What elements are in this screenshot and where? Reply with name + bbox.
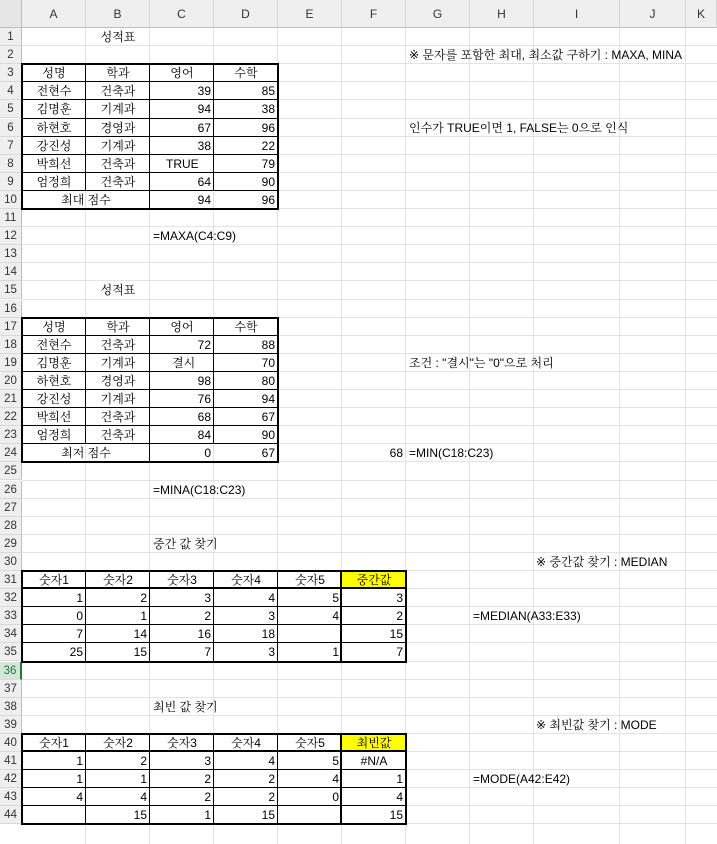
table3-cell[interactable]: 0	[76, 609, 83, 624]
table2-cell[interactable]: 68	[197, 410, 211, 425]
table3-header[interactable]: 중간값	[356, 573, 392, 587]
table1-cell[interactable]: 건축과	[100, 84, 136, 99]
table4-cell[interactable]: 1	[76, 754, 83, 768]
table-border	[149, 444, 150, 462]
table-border	[22, 389, 278, 390]
table4-cell[interactable]: 2	[140, 754, 147, 768]
table1-cell[interactable]: 96	[261, 120, 275, 135]
table4-cell[interactable]: 15	[389, 808, 403, 823]
table4-cell[interactable]: 1	[204, 808, 211, 823]
table2-header[interactable]: 수학	[234, 319, 258, 334]
table1-max-label[interactable]: 최대 점수	[61, 192, 111, 207]
table-border	[85, 734, 86, 825]
table1-max-math[interactable]: 96	[261, 192, 275, 207]
table2-min-english[interactable]: 0	[204, 446, 211, 461]
table-border	[22, 750, 406, 752]
table-border	[277, 734, 278, 825]
table1-cell[interactable]: 박희선	[36, 156, 72, 171]
table4-header[interactable]: 숫자1	[39, 735, 69, 750]
table1-cell[interactable]: 85	[261, 84, 275, 99]
table1-cell[interactable]: 90	[261, 174, 275, 189]
row-header-22[interactable]: 22	[0, 408, 22, 426]
table4-cell[interactable]: 4	[140, 790, 147, 805]
table2-title[interactable]: 성적표	[100, 283, 136, 298]
table3-header[interactable]: 숫자4	[231, 573, 261, 587]
table-border	[22, 335, 278, 336]
table1-header[interactable]: 성명	[42, 66, 66, 81]
gridline-horizontal	[22, 226, 717, 227]
table3-cell[interactable]: 2	[396, 609, 403, 624]
table-border	[149, 734, 150, 825]
table4-cell[interactable]: 5	[332, 754, 339, 768]
table3-cell[interactable]: 1	[140, 609, 147, 624]
row-header-17[interactable]: 17	[0, 318, 22, 336]
table3-cell[interactable]: 15	[389, 627, 403, 642]
table-border	[22, 425, 278, 426]
gridline-horizontal	[22, 534, 717, 535]
table2-cell[interactable]: 박희선	[36, 410, 72, 425]
table4-cell[interactable]: 4	[332, 772, 339, 787]
table2-header[interactable]: 성명	[42, 319, 66, 334]
table-border	[22, 769, 406, 770]
table4-title[interactable]: 최빈 값 찾기	[153, 699, 218, 714]
table-border	[22, 443, 278, 444]
table2-cell[interactable]: 건축과	[100, 337, 136, 352]
table1-cell[interactable]: 강진성	[36, 138, 72, 153]
row-header-7[interactable]: 7	[0, 137, 22, 155]
table1-cell[interactable]: 22	[261, 138, 275, 153]
table2-cell[interactable]: 80	[261, 373, 275, 388]
table3-cell[interactable]: 3	[204, 591, 211, 606]
table2-cell[interactable]: 건축과	[100, 410, 136, 425]
table3-cell[interactable]: 7	[204, 645, 211, 660]
table4-cell[interactable]: 0	[332, 790, 339, 805]
table4-cell[interactable]: 3	[204, 754, 211, 768]
table1-cell[interactable]: 기계과	[100, 102, 136, 117]
table3-cell[interactable]: 4	[332, 609, 339, 624]
table2-cell[interactable]: 기계과	[100, 355, 136, 370]
table4-cell[interactable]: 4	[76, 790, 83, 805]
column-header-e[interactable]: E	[278, 0, 342, 28]
row-header-25[interactable]: 25	[0, 462, 22, 480]
table1-header[interactable]: 수학	[234, 66, 258, 81]
row-header-26[interactable]: 26	[0, 481, 22, 499]
table1-cell[interactable]: 김명훈	[36, 102, 72, 117]
table4-cell[interactable]: 15	[133, 808, 147, 823]
table4-header[interactable]: 최빈값	[356, 735, 392, 750]
table4-cell[interactable]	[278, 806, 342, 824]
table1-cell[interactable]: 38	[197, 138, 211, 153]
table3-cell[interactable]: 3	[268, 609, 275, 624]
min-result-value[interactable]: 68	[389, 446, 403, 461]
row-header-5[interactable]: 5	[0, 100, 22, 118]
row-header-37[interactable]: 37	[0, 680, 22, 698]
row-header-1[interactable]: 1	[0, 28, 22, 46]
table3-cell[interactable]: 25	[69, 645, 83, 660]
table1-cell[interactable]: 건축과	[100, 156, 136, 171]
table-border	[213, 64, 214, 191]
table2-cell[interactable]: 하현호	[36, 373, 72, 388]
table1-cell[interactable]: 64	[197, 174, 211, 189]
table-border	[85, 64, 86, 191]
table-border	[213, 318, 214, 445]
row-header-13[interactable]: 13	[0, 245, 22, 263]
table4-cell[interactable]: 2	[268, 790, 275, 805]
row-header-12[interactable]: 12	[0, 227, 22, 245]
table3-cell[interactable]: 4	[268, 591, 275, 606]
table3-cell[interactable]: 2	[140, 591, 147, 606]
table4-cell[interactable]: 2	[204, 790, 211, 805]
table1-title[interactable]: 성적표	[100, 30, 136, 44]
table2-cell[interactable]: 88	[261, 337, 275, 352]
table4-cell[interactable]: 2	[268, 772, 275, 787]
table3-cell[interactable]: 3	[396, 591, 403, 606]
row-header-10[interactable]: 10	[0, 191, 22, 209]
table-border	[22, 99, 278, 100]
table-border	[22, 136, 278, 137]
column-header-b[interactable]: B	[86, 0, 150, 28]
row-header-2[interactable]: 2	[0, 46, 22, 64]
table4-cell[interactable]: 4	[268, 754, 275, 768]
row-header-20[interactable]: 20	[0, 372, 22, 390]
row-header-23[interactable]: 23	[0, 426, 22, 444]
gridline-horizontal	[22, 244, 717, 245]
table2-cell[interactable]: 94	[261, 392, 275, 406]
table-border	[213, 571, 214, 662]
table1-cell[interactable]: 38	[261, 102, 275, 117]
row-header-40[interactable]: 40	[0, 734, 22, 752]
table2-header[interactable]: 학과	[106, 319, 130, 334]
table2-header[interactable]: 영어	[170, 319, 194, 334]
row-header-18[interactable]: 18	[0, 336, 22, 354]
row-header-21[interactable]: 21	[0, 390, 22, 408]
table-border	[22, 805, 406, 806]
gridline-horizontal	[22, 480, 717, 481]
table1-max-english[interactable]: 94	[197, 192, 211, 207]
min-formula-text[interactable]: =MIN(C18:C23)	[409, 446, 494, 461]
table2-cell[interactable]: 76	[197, 392, 211, 406]
table-border	[22, 407, 278, 408]
table2-cell[interactable]: 84	[197, 428, 211, 443]
table1-formula-text[interactable]: =MAXA(C4:C9)	[153, 229, 237, 244]
row-header-15[interactable]: 15	[0, 281, 22, 299]
note-mode[interactable]: ※ 최빈값 찾기 : MODE	[536, 717, 657, 732]
table4-header[interactable]: 숫자3	[167, 735, 197, 750]
table1-cell[interactable]: 기계과	[100, 138, 136, 153]
table1-cell[interactable]: 경영과	[100, 120, 136, 135]
table1-cell[interactable]: 하현호	[36, 120, 72, 135]
row-header-3[interactable]: 3	[0, 64, 22, 82]
table-border	[85, 318, 86, 445]
table3-cell[interactable]: 5	[332, 591, 339, 606]
table3-cell[interactable]: 7	[396, 645, 403, 660]
row-header-32[interactable]: 32	[0, 589, 22, 607]
table-border	[22, 587, 406, 589]
table2-cell[interactable]: 엄정희	[36, 428, 72, 443]
row-header-8[interactable]: 8	[0, 155, 22, 173]
table-border	[340, 571, 342, 662]
row-header-41[interactable]: 41	[0, 752, 22, 770]
note-true-false[interactable]: 인수가 TRUE이면 1, FALSE는 0으로 인식	[409, 120, 629, 135]
table1-cell[interactable]: 94	[197, 102, 211, 117]
table1-cell[interactable]: 67	[197, 120, 211, 135]
gridline-horizontal	[22, 498, 717, 499]
table2-cell[interactable]: 김명훈	[36, 355, 72, 370]
column-header-c[interactable]: C	[150, 0, 214, 28]
row-header-19[interactable]: 19	[0, 354, 22, 372]
table3-cell[interactable]: 1	[332, 645, 339, 660]
table3-cell[interactable]: 2	[204, 609, 211, 624]
table3-cell[interactable]: 16	[197, 627, 211, 642]
table-border	[22, 190, 278, 191]
table3-cell[interactable]: 14	[133, 627, 147, 642]
column-header-h[interactable]: H	[470, 0, 534, 28]
row-header-28[interactable]: 28	[0, 517, 22, 535]
table3-header[interactable]: 숫자2	[103, 573, 133, 587]
table-border	[149, 64, 150, 191]
table3-cell[interactable]: 15	[133, 645, 147, 660]
table2-cell[interactable]: 72	[197, 337, 211, 352]
column-header-g[interactable]: G	[406, 0, 470, 28]
table2-cell[interactable]: 기계과	[100, 392, 136, 406]
median-formula-text[interactable]: =MEDIAN(A33:E33)	[473, 609, 581, 624]
table1-cell[interactable]: 엄정희	[36, 174, 72, 189]
table-border	[277, 571, 278, 662]
table3-cell[interactable]	[278, 625, 342, 643]
table3-cell[interactable]: 7	[76, 627, 83, 642]
table3-header[interactable]: 숫자1	[39, 573, 69, 587]
row-header-36[interactable]: 36	[0, 662, 22, 680]
table2-min-label[interactable]: 최저 점수	[61, 446, 111, 461]
table-border	[149, 191, 150, 209]
row-header-33[interactable]: 33	[0, 607, 22, 625]
mode-formula-text[interactable]: =MODE(A42:E42)	[473, 772, 571, 787]
table2-cell[interactable]: 건축과	[100, 428, 136, 443]
row-header-38[interactable]: 38	[0, 698, 22, 716]
table2-cell[interactable]: 결시	[172, 355, 196, 370]
table4-cell[interactable]	[22, 806, 86, 824]
table-border	[149, 318, 150, 445]
column-header-a[interactable]: A	[22, 0, 86, 28]
select-all-corner[interactable]	[0, 0, 22, 28]
table2-cell[interactable]: 90	[261, 428, 275, 443]
column-header-k[interactable]: K	[686, 0, 717, 28]
table4-header[interactable]: 숫자5	[295, 735, 325, 750]
table4-header[interactable]: 숫자2	[103, 735, 133, 750]
table3-title[interactable]: 중간 값 찾기	[153, 536, 218, 551]
row-header-9[interactable]: 9	[0, 173, 22, 191]
row-header-16[interactable]: 16	[0, 300, 22, 318]
row-header-29[interactable]: 29	[0, 535, 22, 553]
table2-cell[interactable]: 70	[261, 355, 275, 370]
table-border	[22, 371, 278, 372]
table-border	[22, 353, 278, 354]
table-border	[22, 624, 406, 625]
table1-cell[interactable]: TRUE	[166, 156, 199, 171]
row-header-31[interactable]: 31	[0, 571, 22, 589]
row-header-4[interactable]: 4	[0, 82, 22, 100]
column-header-d[interactable]: D	[214, 0, 278, 28]
gridline-vertical	[405, 28, 406, 844]
column-header-i[interactable]: I	[534, 0, 620, 28]
table-border	[340, 734, 342, 825]
table2-cell[interactable]: 경영과	[100, 373, 136, 388]
table4-cell[interactable]: #N/A	[360, 754, 388, 768]
row-header-34[interactable]: 34	[0, 625, 22, 643]
table3-cell[interactable]: 3	[268, 645, 275, 660]
table-border	[213, 734, 214, 825]
gridline-horizontal	[22, 516, 717, 517]
row-header-11[interactable]: 11	[0, 209, 22, 227]
gridline-vertical	[469, 28, 470, 844]
row-header-39[interactable]: 39	[0, 716, 22, 734]
row-header-35[interactable]: 35	[0, 643, 22, 661]
table3-cell[interactable]: 1	[76, 591, 83, 606]
table4-header[interactable]: 숫자4	[231, 735, 261, 750]
row-header-30[interactable]: 30	[0, 553, 22, 571]
table2-formula-text[interactable]: =MINA(C18:C23)	[153, 482, 246, 497]
note-absent-zero[interactable]: 조건 : "결시"는 "0"으로 처리	[409, 355, 554, 370]
table-border	[149, 571, 150, 662]
table2-cell[interactable]: 강진성	[36, 392, 72, 406]
table-border	[85, 571, 86, 662]
table4-cell[interactable]: 15	[261, 808, 275, 823]
table-border	[22, 787, 406, 788]
table1-cell[interactable]: 39	[197, 84, 211, 99]
row-header-42[interactable]: 42	[0, 770, 22, 788]
table3-header[interactable]: 숫자3	[167, 573, 197, 587]
row-header-27[interactable]: 27	[0, 499, 22, 517]
column-header-f[interactable]: F	[342, 0, 406, 28]
row-header-14[interactable]: 14	[0, 263, 22, 281]
table-border	[22, 172, 278, 173]
row-header-43[interactable]: 43	[0, 788, 22, 806]
table4-cell[interactable]: 1	[140, 772, 147, 787]
table2-cell[interactable]: 98	[197, 373, 211, 388]
table4-cell[interactable]: 1	[396, 772, 403, 787]
table1-cell[interactable]: 건축과	[100, 174, 136, 189]
table2-cell[interactable]: 67	[261, 410, 275, 425]
gridline-horizontal	[22, 262, 717, 263]
row-header-6[interactable]: 6	[0, 119, 22, 137]
table3-header[interactable]: 숫자5	[295, 573, 325, 587]
gridline-horizontal	[22, 697, 717, 698]
table-border	[22, 81, 278, 82]
row-header-44[interactable]: 44	[0, 806, 22, 824]
table-border	[22, 606, 406, 607]
table1-header[interactable]: 학과	[106, 66, 130, 81]
column-header-j[interactable]: J	[620, 0, 686, 28]
gridline-horizontal	[22, 679, 717, 680]
table3-cell[interactable]: 18	[261, 627, 275, 642]
row-header-24[interactable]: 24	[0, 444, 22, 462]
table1-cell[interactable]: 전현수	[36, 84, 72, 99]
table-border	[22, 154, 278, 155]
note-median[interactable]: ※ 중간값 찾기 : MEDIAN	[536, 554, 668, 569]
table2-cell[interactable]: 전현수	[36, 337, 72, 352]
table4-cell[interactable]: 1	[76, 772, 83, 787]
table4-cell[interactable]: 4	[396, 790, 403, 805]
table1-header[interactable]: 영어	[170, 66, 194, 81]
gridline-vertical	[341, 28, 342, 844]
table1-cell[interactable]: 79	[261, 156, 275, 171]
table-border	[22, 118, 278, 119]
note-maxa-mina[interactable]: ※ 문자를 포함한 최대, 최소값 구하기 : MAXA, MINA	[409, 48, 683, 63]
table-border	[22, 642, 406, 643]
table4-cell[interactable]: 2	[204, 772, 211, 787]
table2-min-math[interactable]: 67	[261, 446, 275, 461]
